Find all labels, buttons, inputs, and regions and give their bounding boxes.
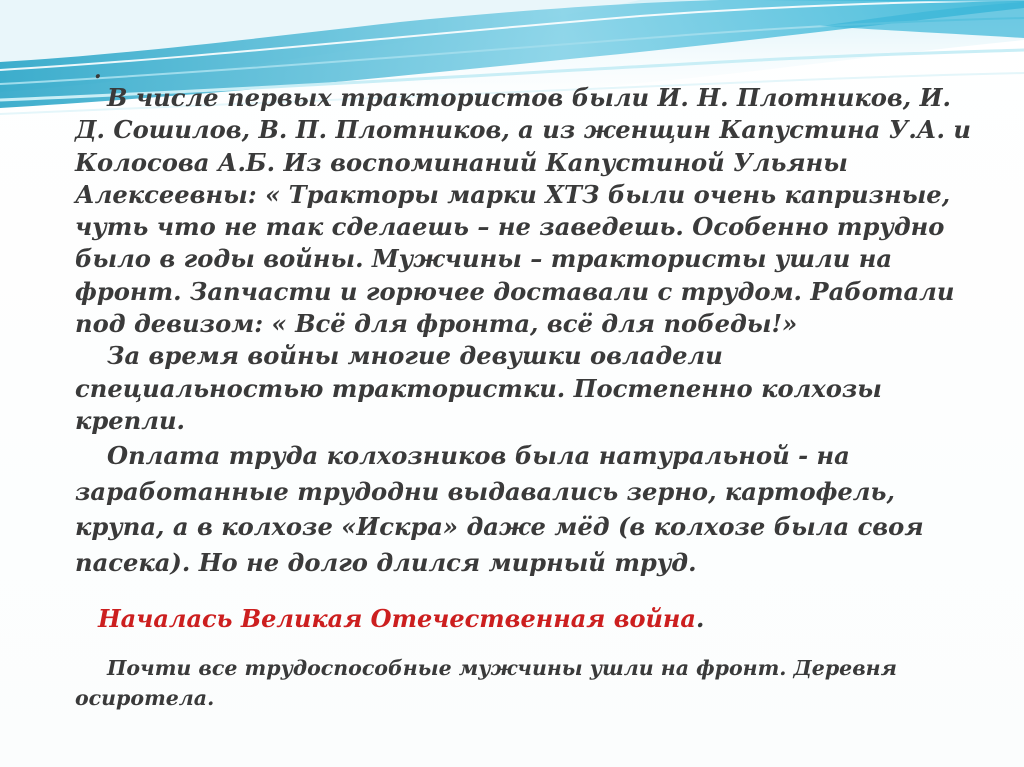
paragraph-war-start	[98, 603, 978, 635]
war-start-highlight: Началась Великая Отечественная война	[98, 604, 696, 633]
paragraph-payment-text: Оплата труда колхозников была натуральной - на заработанные трудодни выдавались зерно, картофель, крупа, а в колхозе «Искра» даже мёд (в колхозе была своя пасека). Но не долго длился мирный труд.	[75, 441, 924, 577]
paragraph-payment	[75, 438, 975, 580]
paragraph-tractorists	[75, 82, 975, 437]
war-start-period: .	[695, 604, 705, 633]
paragraph-men-left-text: Почти все трудоспособные мужчины ушли на фронт. Деревня осиротела.	[75, 656, 897, 710]
paragraph-tractorists-text: В числе первых трактористов были И. Н. Плотников, И. Д. Сошилов, В. П. Плотников, а из женщин Капустина У.А. и Колосова А.Б. Из воспоминаний Капустиной Ульяны Алексеевны: « Тракторы марки ХТЗ были очень капризные, чуть что не так сделаешь – не заведешь. Особенно трудно было в годы войны. Мужчины – трактористы ушли на фронт. Запчасти и горючее доставали с трудом. Работали под девизом: « Всё для фронта, всё для победы!»	[75, 83, 971, 339]
paragraph-girls-text: За время войны многие девушки овладели специальностью трактористки. Постепенно колхозы крепли.	[75, 341, 882, 435]
paragraph-men-left	[75, 653, 955, 713]
bullet-dot: .	[94, 58, 102, 84]
